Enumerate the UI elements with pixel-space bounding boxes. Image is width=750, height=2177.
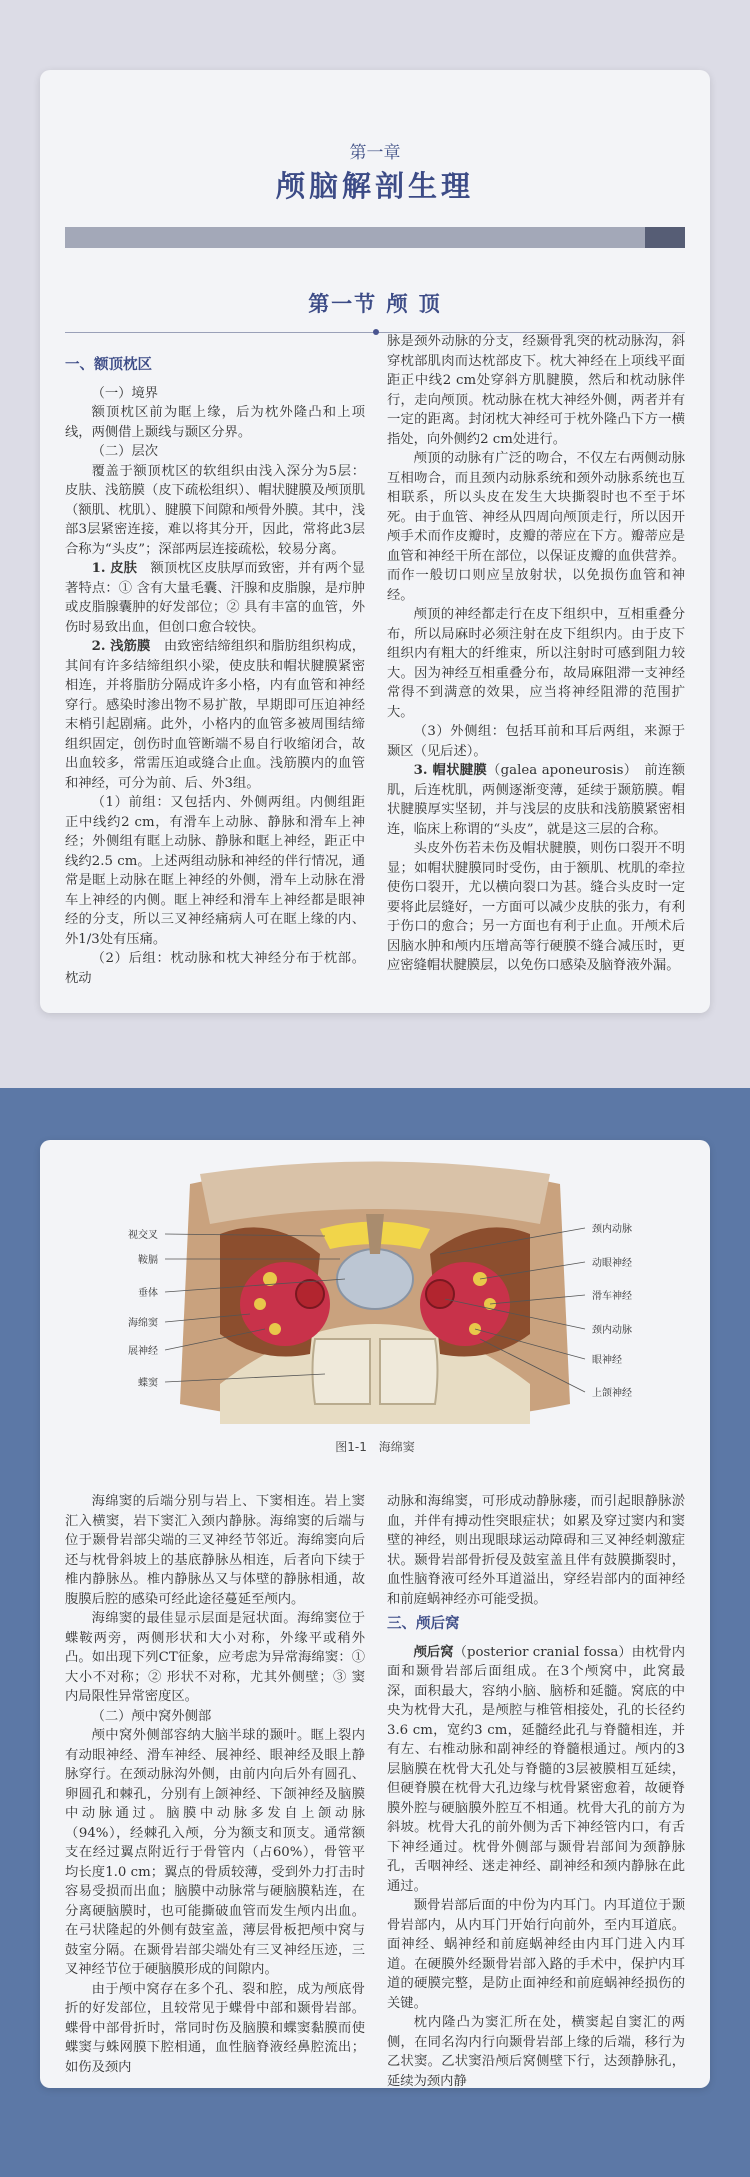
paragraph: 颅中窝外侧部容纳大脑半球的颞叶。眶上裂内有动眼神经、滑车神经、展神经、眼神经及眼上静脉穿行。在颈动脉沟外侧，由前内向后外有圆孔、卵圆孔和棘孔，分别有上颌神经、下颌神经及脑膜中动脉通过。脑膜中动脉多发自上颌动脉（94%），经棘孔入颅，分为额支和顶支。通常额支在经过翼点附近行于骨管内（占60%），骨管平均长度1.0 cm；翼点的骨质较薄，受到外力打击时容易受损而出血；脑膜中动脉常与硬脑膜粘连，在分离硬脑膜时，也可能撕破血管而发生颅内出血。在弓状隆起的外侧有鼓室盖，薄层骨板把颅中窝与鼓室分隔。在颞骨岩部尖端处有三叉神经压迹，三叉神经节位于硬脑膜形成的间隙内。 (65, 1728, 365, 1977)
term: 颅后窝 (413, 1644, 454, 1660)
paragraph: 由于颅中窝存在多个孔、裂和腔，成为颅底骨折的好发部位，且较常见于蝶骨中部和颞骨岩部。蝶骨中部骨折时，常同时伤及脑膜和蝶窦黏膜而使蝶窦与蛛网膜下腔相通，血性脑脊液经鼻腔流出；如伤及颈内 (65, 1981, 365, 2075)
paragraph: 颅顶的神经都走行在皮下组织中，互相重叠分布，所以局麻时必须注射在皮下组织内。由于皮下组织内有粗大的纤维束，所以注射时可感到阻力较大。因为神经互相重叠分布，故局麻阻滞一支神经常得不到满意的效果，应当将神经阻滞的范围扩大。 (387, 607, 685, 720)
term: 3. 帽状腱膜 (413, 763, 488, 778)
label-abducens-nerve: 展神经 (128, 1346, 158, 1357)
subheading: （二）层次 (91, 444, 159, 459)
paragraph: 枕内隆凸为窦汇所在处，横窦起自窦汇的两侧，在同名沟内行向颞骨岩部上缘的后端，移行为乙状窦。乙状窦沿颅后窝侧壁下行，达颈静脉孔，延续为颈内静 (387, 2015, 685, 2088)
paragraph: （2）后组：枕动脉和枕大神经分布于枕部。枕动 (65, 951, 365, 986)
paragraph: 海绵窦的后端分别与岩上、下窦相连。岩上窦汇入横窦，岩下窦汇入颈内静脉。海绵窦的后端与位于颞骨岩部尖端的三叉神经节邻近。海绵窦向后还与枕骨斜坡上的基底静脉丛相连，后者向下续于椎内静脉丛。椎内静脉丛又与体壁的静脉相通，故腹膜后腔的感染可经此途径蔓延至颅内。 (65, 1494, 365, 1607)
figure-number: 图1-1 (335, 1440, 367, 1454)
page1-right-column (387, 332, 685, 976)
paragraph: （1）前组：又包括内、外侧两组。内侧组距正中线约2 cm，有滑车上动脉、静脉和滑车上神经；外侧组有眶上动脉、静脉和眶上神经，距正中线约2.5 cm。上述两组动脉和神经的伴行情况，通常是眶上动脉在眶上神经的外侧，滑车上动脉在滑车上神经的内侧。眶上神经和滑车上神经都是眼神经的分支，所以三叉神经痛病人可在眶上缘的内、外1/3处有压痛。 (65, 795, 365, 947)
subheading: （二）颅中窝外侧部 (91, 1708, 212, 1724)
term: 1. 皮肤 (91, 561, 138, 576)
paragraph: 颅顶的动脉有广泛的吻合，不仅左右两侧动脉互相吻合，而且颈内动脉系统和颈外动脉系统也互相联系，所以头皮在发生大块撕裂时也不至于坏死。由于血管、神经从四周向颅顶走行，所以因开颅手术而作皮瓣时，皮瓣的蒂应在下方。瓣蒂应是血管和神经干所在部位，以保证皮瓣的血供营养。而作一般切口则应呈放射状，以免损伤血管和神经。 (387, 451, 685, 603)
label-sphenoid-sinus: 蝶窦 (138, 1378, 158, 1389)
label-ophthalmic-nerve: 眼神经 (592, 1355, 622, 1366)
paragraph: 覆盖于额顶枕区的软组织由浅入深分为5层：皮肤、浅筋膜（皮下疏松组织）、帽状腱膜及颅顶肌（额肌、枕肌）、腱膜下间隙和颅骨外膜。其中，浅部3层紧密连接，难以将其分开，因此，常将此3层合称为“头皮”；深部两层连接疏松，较易分离。 (65, 463, 365, 557)
chapter-label: 第一章 (349, 143, 401, 163)
label-oculomotor-nerve: 动眼神经 (592, 1258, 632, 1269)
paragraph (387, 761, 685, 839)
label-optic-chiasm: 视交叉 (128, 1230, 158, 1241)
paragraph (387, 1643, 685, 1897)
paragraph-text: 额顶枕区皮肤厚而致密，并有两个显著特点：① 含有大量毛囊、汗腺和皮脂腺，是疖肿或皮脂腺囊肿的好发部位；② 具有丰富的血管，外伤时易致出血，但创口愈合较快。 (65, 561, 366, 635)
subheading: （一）境界 (91, 385, 159, 401)
label-trochlear-nerve: 滑车神经 (592, 1291, 632, 1302)
paragraph: 动脉和海绵窦，可形成动静脉瘘，而引起眼静脉淤血，并伴有搏动性突眼症状；如累及穿过窦内和窦壁的神经，则出现眼球运动障碍和三叉神经刺激症状。颞骨岩部骨折侵及鼓室盖且伴有鼓膜撕裂时，血性脑脊液可经外耳道溢出，穿经岩部内的面神经和前庭蜗神经亦可能受损。 (387, 1494, 685, 1607)
paragraph: 海绵窦的最佳显示层面是冠状面。海绵窦位于蝶鞍两旁，两侧形状和大小对称，外缘平或稍外凸。如出现下列CT征象，应考虑为异常海绵窦：① 大小不对称；② 形状不对称，尤其外侧壁；③ 窦内局限性异常密度区。 (65, 1611, 365, 1704)
section-title: 第一节 颅 顶 (308, 291, 442, 316)
cavernous-sinus-figure (70, 1154, 680, 1434)
page1-left-column (65, 350, 365, 988)
chapter-banner-accent (645, 227, 685, 248)
label-internal-carotid-2: 颈内动脉 (592, 1325, 632, 1336)
figure-title: 海绵窦 (378, 1440, 415, 1454)
section-divider-dot (373, 329, 379, 335)
figure-caption (40, 1438, 710, 1455)
label-internal-carotid-1: 颈内动脉 (592, 1224, 632, 1235)
label-pituitary: 垂体 (138, 1288, 158, 1299)
heading: 三、颅后窝 (387, 1616, 460, 1632)
paragraph: （3）外侧组：包括耳前和耳后两组，来源于颞区（见后述）。 (387, 724, 685, 759)
paragraph (65, 559, 365, 637)
paragraph: 额顶枕区前为眶上缘，后为枕外隆凸和上项线，两侧借上颞线与颞区分界。 (65, 405, 365, 440)
page2-left-column (65, 1492, 365, 2077)
paragraph-text: （galea aponeurosis） 前连额肌，后连枕肌，两侧逐渐变薄，延续于颞筋膜。帽状腱膜厚实坚韧，并与浅层的皮肤和浅筋膜紧密相连，临床上称谓的“头皮”，就是这三层的合称。 (387, 763, 685, 837)
label-maxillary-nerve: 上颌神经 (592, 1388, 632, 1399)
paragraph (65, 637, 365, 793)
paragraph: 脉是颈外动脉的分支，经颞骨乳突的枕动脉沟，斜穿枕部肌肉而达枕部皮下。枕大神经在上项线平面距正中线2 cm处穿斜方肌腱膜，然后和枕动脉伴行，走向颅顶。枕动脉在枕大神经外侧，两者并有一定的距离。封闭枕大神经可于枕外隆凸下方一横指处，向外侧约2 cm处进行。 (387, 334, 685, 447)
heading: 一、额顶枕区 (65, 357, 152, 373)
chapter-banner-bar (65, 227, 685, 248)
paragraph-text: 由致密结缔组织和脂肪组织构成，其间有许多结缔组织小梁，使皮肤和帽状腱膜紧密相连，并将脂肪分隔成许多小格，内有血管和神经穿行。感染时渗出物不易扩散，早期即可压迫神经末梢引起剧痛。此外，小格内的血管多被周围结缔组织固定，创伤时血管断端不易自行收缩闭合，故出血较多，常需压迫或缝合止血。浅筋膜内的血管和神经，可分为前、后、外3组。 (65, 639, 366, 791)
paragraph: 头皮外伤若未伤及帽状腱膜，则伤口裂开不明显；如帽状腱膜同时受伤，由于额肌、枕肌的牵拉使伤口裂开，尤以横向裂口为甚。缝合头皮时一定要将此层缝好，一方面可以减少皮肤的张力，有利于伤口的愈合；另一方面也有利于止血。开颅术后因脑水肿和颅内压增高等行硬膜不缝合减压时，更应密缝帽状腱膜层，以免伤口感染及脑脊液外漏。 (387, 841, 685, 973)
page-card-2 (40, 1140, 710, 2088)
chapter-title: 颅脑解剖生理 (275, 169, 474, 203)
term: 2. 浅筋膜 (91, 639, 151, 654)
label-diaphragma-sellae: 鞍膈 (138, 1255, 158, 1266)
paragraph: 颞骨岩部后面的中份为内耳门。内耳道位于颞骨岩部内，从内耳门开始行向前外，至内耳道底。面神经、蜗神经和前庭蜗神经由内耳门进入内耳道。在硬膜外经颞骨岩部入路的手术中，保护内耳道的硬膜完整，是防止面神经和前庭蜗神经损伤的关键。 (387, 1898, 685, 2011)
page2-right-column (387, 1492, 685, 2088)
page-card-1 (40, 70, 710, 1013)
paragraph-text: （posterior cranial fossa）由枕骨内面和颞骨岩部后面组成。在3个颅窝中，此窝最深，面积最大，容纳小脑、脑桥和延髓。窝底的中央为枕骨大孔，是颅腔与椎管相接处，孔的长径约3.6 cm，宽约3 cm，延髓经此孔与脊髓相连，并有左、右椎动脉和副神经的脊髓根通过。颅内的3层脑膜在枕骨大孔处与脊髓的3层被膜相互延续，但硬脊膜在枕骨大孔边缘与枕骨紧密愈着，故硬脊膜外腔与硬脑膜外腔互不相通。枕骨大孔的前方为斜坡。枕骨大孔的前外侧为舌下神经管内口，有舌下神经通过。枕骨外侧部与颞骨岩部间为颈静脉孔，舌咽神经、迷走神经、副神经和颈内静脉在此通过。 (387, 1644, 685, 1894)
label-cavernous-sinus: 海绵窦 (128, 1318, 158, 1329)
